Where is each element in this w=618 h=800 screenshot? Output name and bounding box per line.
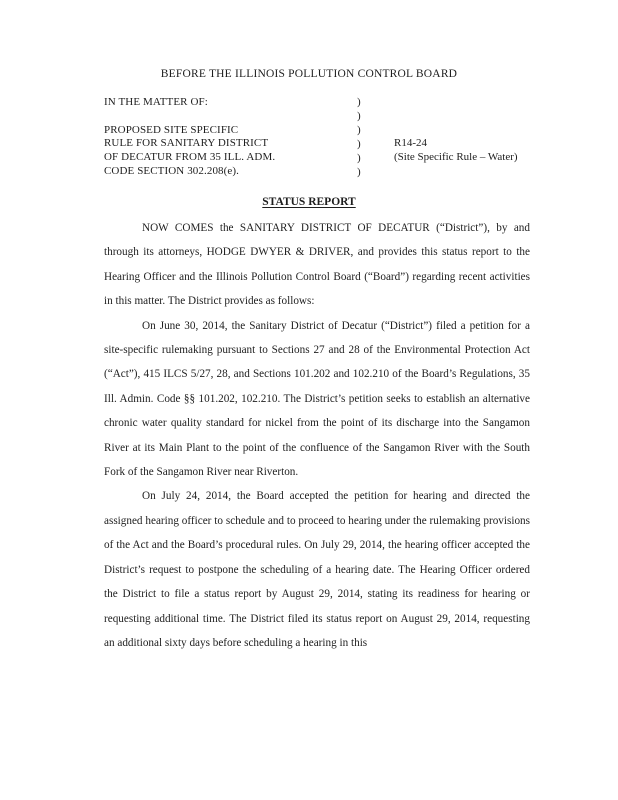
caption-paren: )	[357, 124, 361, 136]
caption-line-4: CODE SECTION 302.208(e).	[104, 165, 239, 177]
body-paragraph: NOW COMES the SANITARY DISTRICT OF DECATUR (“District”), by and through its attorneys, HODGE DWYER & DRIVER, and provides this status report to the Hearing Officer and the Illinois Pollution Control Board (“Board”) regarding recent activities in this matter. The District provides as follows:	[104, 222, 530, 308]
caption-line-3: OF DECATUR FROM 35 ILL. ADM.	[104, 151, 276, 163]
docket-type: (Site Specific Rule – Water)	[394, 151, 518, 163]
case-caption	[104, 96, 564, 180]
caption-paren: )	[357, 138, 361, 150]
body-paragraph: On June 30, 2014, the Sanitary District of Decatur (“District”) filed a petition for a site-specific rulemaking pursuant to Sections 27 and 28 of the Environmental Protection Act (“Act”), 415 ILCS 5/27, 28, and Sections 101.202 and 102.210 of the Board’s Regulations, 35 Ill. Admin. Code §§ 101.202, 102.210. The District’s petition seeks to establish an alternative chronic water quality standard for nickel from the point of its discharge into the Sangamon River at its Main Plant to the point of the confluence of the Sangamon River with the South Fork of the Sangamon River near Riverton.	[104, 319, 530, 479]
body-paragraph: On July 24, 2014, the Board accepted the petition for hearing and directed the assigned hearing officer to schedule and to proceed to hearing under the rulemaking provisions of the Act and the Board’s procedural rules. On July 29, 2014, the hearing officer accepted the District’s request to postpone the scheduling of a hearing date. The Hearing Officer ordered the District to file a status report by August 29, 2014, stating its readiness for hearing or requesting additional time. The District filed its status report on August 29, 2014, requesting an additional sixty days before scheduling a hearing in this	[104, 490, 530, 649]
caption-line-1: PROPOSED SITE SPECIFIC	[104, 124, 239, 136]
document-body	[104, 216, 530, 655]
caption-line-matter: IN THE MATTER OF:	[104, 96, 208, 108]
board-title: BEFORE THE ILLINOIS POLLUTION CONTROL BOARD	[160, 68, 458, 80]
section-title-text: STATUS REPORT	[262, 196, 356, 208]
caption-paren: )	[357, 166, 361, 178]
caption-line-2: RULE FOR SANITARY DISTRICT	[104, 137, 269, 149]
caption-paren: )	[357, 110, 361, 122]
docket-number: R14-24	[394, 137, 427, 149]
caption-paren: )	[357, 96, 361, 108]
section-title	[0, 196, 618, 208]
caption-paren: )	[357, 152, 361, 164]
